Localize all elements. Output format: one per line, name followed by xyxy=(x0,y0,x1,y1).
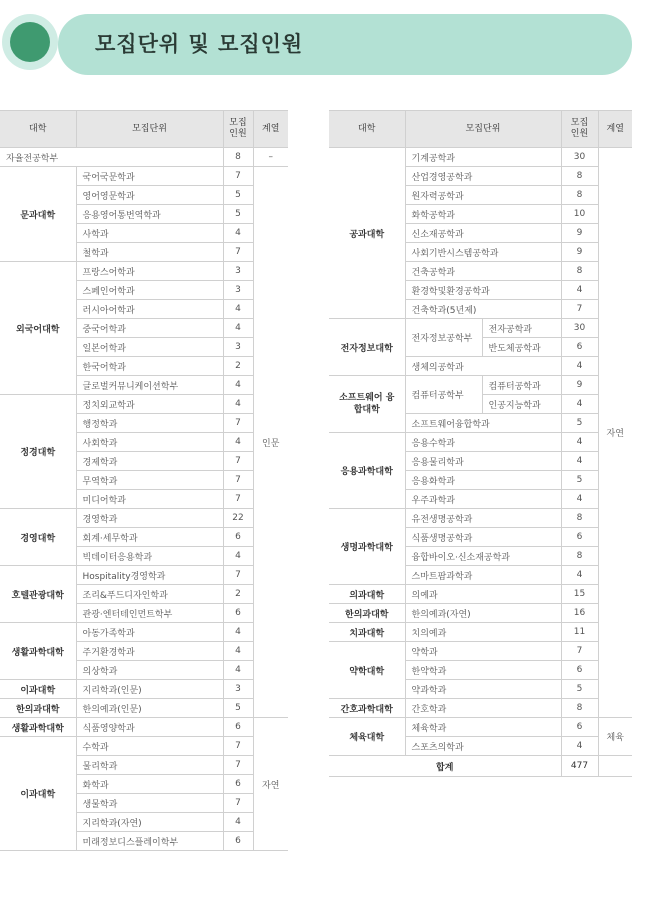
table-row xyxy=(0,566,288,585)
count-cell: 3 xyxy=(223,338,253,357)
college-cell: 생활과학대학 xyxy=(0,623,76,680)
count-cell: 8 xyxy=(561,509,598,528)
unit-cell: Hospitality경영학과 xyxy=(76,566,223,585)
track-cell-nature: 자연 xyxy=(253,718,288,851)
col-header-unit: 모집단위 xyxy=(405,111,561,148)
count-cell: 7 xyxy=(223,167,253,186)
unit-cell: 행정학과 xyxy=(76,414,223,433)
count-cell: 5 xyxy=(223,186,253,205)
unit-cell: 스마트팜과학과 xyxy=(405,566,561,585)
table-row xyxy=(0,509,288,528)
total-row xyxy=(329,756,632,777)
count-cell: 3 xyxy=(223,281,253,300)
count-cell: 6 xyxy=(561,718,598,737)
left-admission-table xyxy=(0,110,288,851)
unit-cell: 사학과 xyxy=(76,224,223,243)
table-row xyxy=(0,699,288,718)
table-row xyxy=(329,319,632,338)
unit-cell: 의예과 xyxy=(405,585,561,604)
unit-cell: 사회기반시스템공학과 xyxy=(405,243,561,262)
unit-cell: 원자력공학과 xyxy=(405,186,561,205)
unit-cell: 자율전공학부 xyxy=(0,148,223,167)
count-cell: 8 xyxy=(561,699,598,718)
count-cell: 10 xyxy=(561,205,598,224)
unit-cell: 프랑스어학과 xyxy=(76,262,223,281)
college-cell: 호텔관광대학 xyxy=(0,566,76,623)
unit-cell: 컴퓨터공학과 xyxy=(482,376,561,395)
table-row xyxy=(329,376,632,395)
table-row xyxy=(329,585,632,604)
col-header-track: 계열 xyxy=(598,111,632,148)
emblem-icon xyxy=(10,22,50,62)
count-cell: 8 xyxy=(561,186,598,205)
unit-cell: 치의예과 xyxy=(405,623,561,642)
count-cell: 6 xyxy=(561,338,598,357)
unit-cell: 식품영양학과 xyxy=(76,718,223,737)
unit-cell: 응용물리학과 xyxy=(405,452,561,471)
table-row xyxy=(0,395,288,414)
unit-cell: 중국어학과 xyxy=(76,319,223,338)
college-cell: 생활과학대학 xyxy=(0,718,76,737)
count-cell: 2 xyxy=(223,585,253,604)
count-cell: 4 xyxy=(223,319,253,338)
unit-cell: 주거환경학과 xyxy=(76,642,223,661)
unit-cell: 산업경영공학과 xyxy=(405,167,561,186)
track-cell: – xyxy=(253,148,288,167)
unit-cell: 회계·세무학과 xyxy=(76,528,223,547)
count-cell: 4 xyxy=(223,395,253,414)
count-cell: 30 xyxy=(561,148,598,167)
track-cell-humanities: 인문 xyxy=(253,167,288,718)
col-header-count: 모집 인원 xyxy=(561,111,598,148)
count-cell: 5 xyxy=(561,414,598,433)
college-cell: 전자정보대학 xyxy=(329,319,405,376)
unit-cell: 의상학과 xyxy=(76,661,223,680)
count-cell: 6 xyxy=(223,604,253,623)
unit-cell: 영어영문학과 xyxy=(76,186,223,205)
count-cell: 7 xyxy=(223,566,253,585)
college-cell: 외국어대학 xyxy=(0,262,76,395)
count-cell: 4 xyxy=(561,433,598,452)
unit-cell: 약과학과 xyxy=(405,680,561,699)
count-cell: 7 xyxy=(223,452,253,471)
unit-cell: 조리&푸드디자인학과 xyxy=(76,585,223,604)
unit-cell: 응용영어통번역학과 xyxy=(76,205,223,224)
track-cell-sports: 체육 xyxy=(598,718,632,756)
college-cell: 약학대학 xyxy=(329,642,405,699)
unit-cell: 한약학과 xyxy=(405,661,561,680)
count-cell: 6 xyxy=(561,661,598,680)
count-cell: 6 xyxy=(561,528,598,547)
table-row xyxy=(0,262,288,281)
unit-cell: 식품생명공학과 xyxy=(405,528,561,547)
unit-cell: 경제학과 xyxy=(76,452,223,471)
unit-cell: 철학과 xyxy=(76,243,223,262)
count-cell: 4 xyxy=(223,547,253,566)
count-cell: 4 xyxy=(561,395,598,414)
col-header-college: 대학 xyxy=(0,111,76,148)
unit-cell: 한의예과(자연) xyxy=(405,604,561,623)
count-cell: 5 xyxy=(561,471,598,490)
college-cell: 생명과학대학 xyxy=(329,509,405,585)
count-cell: 5 xyxy=(223,205,253,224)
unit-cell: 기계공학과 xyxy=(405,148,561,167)
unit-cell: 전자공학과 xyxy=(482,319,561,338)
college-cell: 의과대학 xyxy=(329,585,405,604)
unit-cell: 빅데이터응용학과 xyxy=(76,547,223,566)
table-row xyxy=(0,167,288,186)
count-cell: 4 xyxy=(561,737,598,756)
unit-cell: 체육학과 xyxy=(405,718,561,737)
college-cell: 문과대학 xyxy=(0,167,76,262)
college-cell: 이과대학 xyxy=(0,737,76,851)
table-row xyxy=(329,148,632,167)
unit-cell: 응용화학과 xyxy=(405,471,561,490)
count-cell: 9 xyxy=(561,224,598,243)
count-cell: 7 xyxy=(223,243,253,262)
unit-cell: 응용수학과 xyxy=(405,433,561,452)
unit-cell: 지리학과(자연) xyxy=(76,813,223,832)
total-label: 합계 xyxy=(329,756,561,777)
table-row xyxy=(329,642,632,661)
unit-cell: 환경학및환경공학과 xyxy=(405,281,561,300)
unit-cell: 화학과 xyxy=(76,775,223,794)
count-cell: 4 xyxy=(223,376,253,395)
unit-cell: 경영학과 xyxy=(76,509,223,528)
count-cell: 7 xyxy=(223,471,253,490)
unit-cell: 일본어학과 xyxy=(76,338,223,357)
count-cell: 4 xyxy=(561,566,598,585)
unit-cell: 유전생명공학과 xyxy=(405,509,561,528)
count-cell: 6 xyxy=(223,718,253,737)
table-row xyxy=(0,737,288,756)
count-cell: 11 xyxy=(561,623,598,642)
college-cell: 정경대학 xyxy=(0,395,76,509)
college-cell: 체육대학 xyxy=(329,718,405,756)
unit-cell: 신소재공학과 xyxy=(405,224,561,243)
count-cell: 4 xyxy=(561,452,598,471)
count-cell: 5 xyxy=(561,680,598,699)
count-cell: 7 xyxy=(223,490,253,509)
unit-cell: 관광·엔터테인먼트학부 xyxy=(76,604,223,623)
university-emblem xyxy=(2,14,58,70)
table-header-row xyxy=(0,111,288,148)
count-cell: 7 xyxy=(561,642,598,661)
college-cell: 공과대학 xyxy=(329,148,405,319)
table-header-row xyxy=(329,111,632,148)
table-row xyxy=(0,680,288,699)
col-header-track: 계열 xyxy=(253,111,288,148)
count-cell: 4 xyxy=(223,623,253,642)
unit-cell: 화학공학과 xyxy=(405,205,561,224)
track-cell-nature: 자연 xyxy=(598,148,632,718)
unit-cell: 정치외교학과 xyxy=(76,395,223,414)
count-cell: 4 xyxy=(223,642,253,661)
total-count: 477 xyxy=(561,756,598,777)
count-cell: 6 xyxy=(223,832,253,851)
table-row xyxy=(329,604,632,623)
count-cell: 3 xyxy=(223,262,253,281)
count-cell: 6 xyxy=(223,528,253,547)
table-row xyxy=(329,718,632,737)
col-header-college: 대학 xyxy=(329,111,405,148)
table-row xyxy=(0,148,288,167)
college-cell: 이과대학 xyxy=(0,680,76,699)
count-cell: 4 xyxy=(223,300,253,319)
unit-cell: 건축공학과 xyxy=(405,262,561,281)
college-cell: 한의과대학 xyxy=(0,699,76,718)
unit-cell: 무역학과 xyxy=(76,471,223,490)
count-cell: 2 xyxy=(223,357,253,376)
table-row xyxy=(329,699,632,718)
table-row xyxy=(329,433,632,452)
count-cell: 7 xyxy=(561,300,598,319)
unit-cell: 수학과 xyxy=(76,737,223,756)
division-cell: 컴퓨터공학부 xyxy=(405,376,482,414)
unit-cell: 사회학과 xyxy=(76,433,223,452)
count-cell: 4 xyxy=(223,661,253,680)
count-cell: 4 xyxy=(223,433,253,452)
unit-cell: 국어국문학과 xyxy=(76,167,223,186)
count-cell: 9 xyxy=(561,243,598,262)
count-cell: 7 xyxy=(223,794,253,813)
table-row xyxy=(0,623,288,642)
count-cell: 16 xyxy=(561,604,598,623)
unit-cell: 생체의공학과 xyxy=(405,357,561,376)
unit-cell: 한의예과(인문) xyxy=(76,699,223,718)
count-cell: 15 xyxy=(561,585,598,604)
count-cell: 8 xyxy=(561,167,598,186)
total-empty-cell xyxy=(598,756,632,777)
count-cell: 9 xyxy=(561,376,598,395)
unit-cell: 지리학과(인문) xyxy=(76,680,223,699)
table-row xyxy=(329,623,632,642)
count-cell: 7 xyxy=(223,414,253,433)
unit-cell: 생물학과 xyxy=(76,794,223,813)
unit-cell: 미디어학과 xyxy=(76,490,223,509)
division-cell: 전자정보공학부 xyxy=(405,319,482,357)
unit-cell: 미래정보디스플레이학부 xyxy=(76,832,223,851)
count-cell: 6 xyxy=(223,775,253,794)
count-cell: 8 xyxy=(223,148,253,167)
count-cell: 8 xyxy=(561,547,598,566)
count-cell: 22 xyxy=(223,509,253,528)
count-cell: 30 xyxy=(561,319,598,338)
table-row xyxy=(0,718,288,737)
unit-cell: 스페인어학과 xyxy=(76,281,223,300)
unit-cell: 우주과학과 xyxy=(405,490,561,509)
unit-cell: 물리학과 xyxy=(76,756,223,775)
count-cell: 4 xyxy=(223,224,253,243)
count-cell: 7 xyxy=(223,756,253,775)
unit-cell: 스포츠의학과 xyxy=(405,737,561,756)
unit-cell: 한국어학과 xyxy=(76,357,223,376)
unit-cell: 글로벌커뮤니케이션학부 xyxy=(76,376,223,395)
unit-cell: 러시아어학과 xyxy=(76,300,223,319)
unit-cell: 융합바이오·신소재공학과 xyxy=(405,547,561,566)
count-cell: 4 xyxy=(561,281,598,300)
count-cell: 4 xyxy=(561,490,598,509)
college-cell: 간호과학대학 xyxy=(329,699,405,718)
college-cell: 한의과대학 xyxy=(329,604,405,623)
count-cell: 7 xyxy=(223,737,253,756)
college-cell: 치과대학 xyxy=(329,623,405,642)
college-cell: 경영대학 xyxy=(0,509,76,566)
col-header-unit: 모집단위 xyxy=(76,111,223,148)
count-cell: 8 xyxy=(561,262,598,281)
page-title: 모집단위 및 모집인원 xyxy=(95,32,304,56)
college-cell: 소프트웨어 융합대학 xyxy=(329,376,405,433)
unit-cell: 반도체공학과 xyxy=(482,338,561,357)
unit-cell: 약학과 xyxy=(405,642,561,661)
unit-cell: 아동가족학과 xyxy=(76,623,223,642)
table-row xyxy=(329,509,632,528)
college-cell: 응용과학대학 xyxy=(329,433,405,509)
unit-cell: 소프트웨어융합학과 xyxy=(405,414,561,433)
col-header-count: 모집 인원 xyxy=(223,111,253,148)
count-cell: 4 xyxy=(561,357,598,376)
count-cell: 5 xyxy=(223,699,253,718)
count-cell: 4 xyxy=(223,813,253,832)
count-cell: 3 xyxy=(223,680,253,699)
unit-cell: 인공지능학과 xyxy=(482,395,561,414)
right-admission-table xyxy=(329,110,632,777)
unit-cell: 건축학과(5년제) xyxy=(405,300,561,319)
unit-cell: 간호학과 xyxy=(405,699,561,718)
